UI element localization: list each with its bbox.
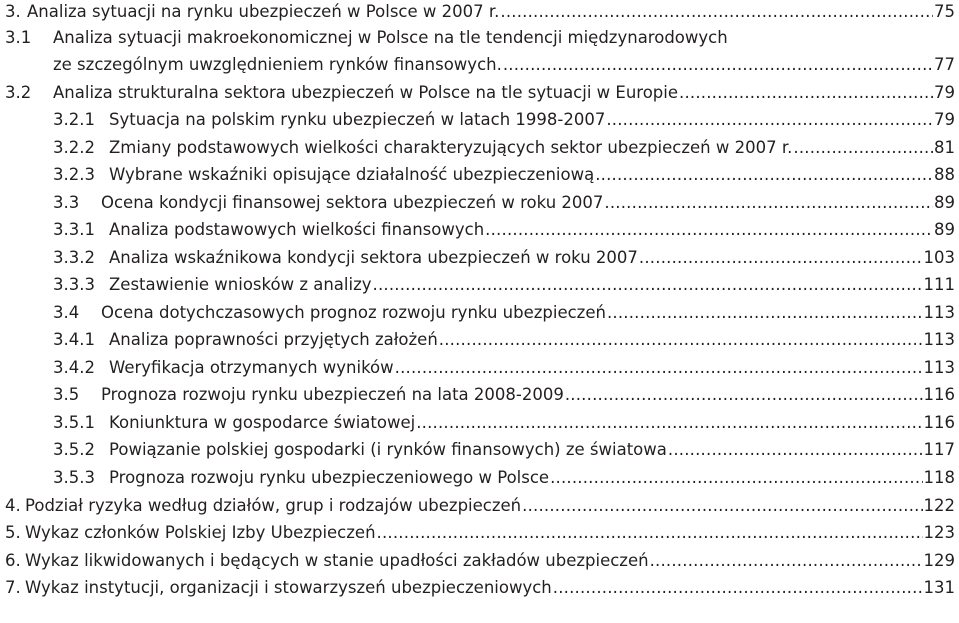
dot-leader xyxy=(373,273,923,297)
dot-leader xyxy=(565,383,923,407)
toc-entry-number: 6. xyxy=(5,551,21,570)
dot-leader xyxy=(439,328,923,352)
toc-entry-number: 3.4.1 xyxy=(53,330,95,349)
toc-entry-title: Zestawienie wniosków z analizy xyxy=(109,275,372,294)
dot-leader xyxy=(650,549,923,573)
toc-entry-title: Zmiany podstawowych wielkości charakteryzujących sektor ubezpieczeń w 2007 r. xyxy=(109,138,793,157)
toc-entry-3-2-3 xyxy=(53,163,955,187)
toc-entry-title: Analiza strukturalna sektora ubezpieczeń w Polsce na tle sytuacji w Europie xyxy=(53,83,679,102)
toc-entry-number: 3.3.1 xyxy=(53,220,95,239)
dot-leader xyxy=(416,411,922,435)
toc-entry-3-3-1 xyxy=(53,218,955,242)
toc-entry-title: Analiza wskaźnikowa kondycji sektora ubezpieczeń w roku 2007 xyxy=(109,248,638,267)
toc-entry-page: 111 xyxy=(923,275,955,294)
toc-entry-3-4-2 xyxy=(53,356,955,380)
toc-entry-page: 118 xyxy=(923,468,955,487)
toc-entry-number: 3.2.3 xyxy=(53,165,95,184)
toc-entry-title: Sytuacja na polskim rynku ubezpieczeń w latach 1998-2007 xyxy=(109,110,606,129)
toc-entry-page: 88 xyxy=(934,165,955,184)
toc-entry-number: 3.2.2 xyxy=(53,138,95,157)
dot-leader xyxy=(606,108,933,132)
dot-leader xyxy=(500,0,933,24)
dot-leader xyxy=(679,81,933,105)
toc-entry-page: 117 xyxy=(923,440,955,459)
toc-entry-6 xyxy=(5,549,955,573)
toc-entry-page: 131 xyxy=(923,578,955,597)
dot-leader xyxy=(604,191,933,215)
toc-entry-title: Wybrane wskaźniki opisujące działalność ubezpieczeniową xyxy=(109,165,595,184)
toc-entry-number: 3.5.2 xyxy=(53,440,95,459)
toc-entry-page: 129 xyxy=(923,551,955,570)
toc-entry-title: Analiza sytuacji na rynku ubezpieczeń w Polsce w 2007 r. xyxy=(27,2,500,21)
dot-leader xyxy=(485,218,933,242)
dot-leader xyxy=(668,438,923,462)
toc-entry-5 xyxy=(5,521,955,545)
toc-entry-number: 3.1 xyxy=(5,28,32,47)
toc-entry-3-4 xyxy=(53,301,955,325)
dot-leader xyxy=(607,301,923,325)
toc-entry-3-3 xyxy=(53,191,955,215)
dot-leader xyxy=(553,576,923,600)
dot-leader xyxy=(793,136,933,160)
toc-entry-number: 3.3 xyxy=(53,193,80,212)
toc-entry-title: Ocena dotychczasowych prognoz rozwoju rynku ubezpieczeń xyxy=(101,303,606,322)
toc-entry-3-5-3 xyxy=(53,466,955,490)
toc-entry-title: Wykaz likwidowanych i będących w stanie upadłości zakładów ubezpieczeń xyxy=(25,551,649,570)
dot-leader xyxy=(595,163,933,187)
toc-entry-3-4-1 xyxy=(53,328,955,352)
toc-entry-page: 79 xyxy=(934,110,955,129)
toc-entry-number: 4. xyxy=(5,496,21,515)
toc-entry-page: 89 xyxy=(934,193,955,212)
toc-entry-title: Prognoza rozwoju rynku ubezpieczeń na lata 2008-2009 xyxy=(101,385,564,404)
toc-entry-page: 123 xyxy=(923,523,955,542)
toc-entry-title: Koniunktura w gospodarce światowej xyxy=(109,413,416,432)
toc-entry-7 xyxy=(5,576,955,600)
toc-entry-title: ze szczególnym uwzględnieniem rynków finansowych. xyxy=(53,55,502,74)
toc-entry-page: 122 xyxy=(923,496,955,515)
toc-entry-number: 3.2 xyxy=(5,83,32,102)
toc-entry-title: Prognoza rozwoju rynku ubezpieczeniowego w Polsce xyxy=(109,468,550,487)
toc-entry-title: Analiza poprawności przyjętych założeń xyxy=(109,330,438,349)
toc-entry-number: 3.5.3 xyxy=(53,468,95,487)
dot-leader xyxy=(550,466,922,490)
toc-entry-title: Weryfikacja otrzymanych wyników xyxy=(109,358,394,377)
toc-entry-number: 3.4 xyxy=(53,303,80,322)
toc-entry-number: 3.4.2 xyxy=(53,358,95,377)
toc-entry-page: 79 xyxy=(934,83,955,102)
dot-leader xyxy=(639,246,923,270)
toc-entry-title: Wykaz członków Polskiej Izby Ubezpieczeń xyxy=(25,523,376,542)
dot-leader xyxy=(395,356,923,380)
toc-entry-page: 77 xyxy=(934,55,955,74)
toc-entry-3-3-3 xyxy=(53,273,955,297)
toc-entry-title: Powiązanie polskiej gospodarki (i rynków finansowych) ze światowa xyxy=(109,440,667,459)
toc-entry-page: 116 xyxy=(923,385,955,404)
toc-entry-3-1 xyxy=(5,26,728,50)
dot-leader xyxy=(377,521,923,545)
toc-entry-title: Podział ryzyka według działów, grup i rodzajów ubezpieczeń xyxy=(25,496,522,515)
toc-entry-3-3-2 xyxy=(53,246,955,270)
toc-entry-page: 75 xyxy=(934,2,955,21)
toc-entry-title: Wykaz instytucji, organizacji i stowarzyszeń ubezpieczeniowych xyxy=(25,578,552,597)
toc-entry-title: Ocena kondycji finansowej sektora ubezpieczeń w roku 2007 xyxy=(101,193,604,212)
dot-leader xyxy=(522,494,922,518)
toc-entry-page: 89 xyxy=(934,220,955,239)
toc-entry-number: 3.5 xyxy=(53,385,80,404)
toc-entry-title: Analiza podstawowych wielkości finansowych xyxy=(109,220,485,239)
toc-entry-page: 103 xyxy=(923,248,955,267)
toc-entry-number: 3.5.1 xyxy=(53,413,95,432)
toc-entry-3-5 xyxy=(53,383,955,407)
toc-entry-title: Analiza sytuacji makroekonomicznej w Polsce na tle tendencji międzynarodowych xyxy=(53,28,728,47)
toc-entry-3-2-2 xyxy=(53,136,955,160)
toc-entry-4 xyxy=(5,494,955,518)
toc-entry-3-1-continued xyxy=(53,53,955,77)
toc-entry-number: 7. xyxy=(5,578,21,597)
toc-entry-3-2 xyxy=(5,81,955,105)
toc-entry-page: 113 xyxy=(923,303,955,322)
toc-entry-number: 5. xyxy=(5,523,21,542)
dot-leader xyxy=(503,53,933,77)
toc-entry-page: 81 xyxy=(934,138,955,157)
toc-entry-3-5-1 xyxy=(53,411,955,435)
toc-entry-3-2-1 xyxy=(53,108,955,132)
toc-entry-3 xyxy=(5,0,955,24)
toc-entry-number: 3. xyxy=(5,2,21,21)
toc-entry-3-5-2 xyxy=(53,438,955,462)
toc-entry-number: 3.2.1 xyxy=(53,110,95,129)
toc-entry-page: 113 xyxy=(923,330,955,349)
toc-entry-page: 116 xyxy=(923,413,955,432)
toc-entry-page: 113 xyxy=(923,358,955,377)
toc-entry-number: 3.3.2 xyxy=(53,248,95,267)
toc-entry-number: 3.3.3 xyxy=(53,275,95,294)
